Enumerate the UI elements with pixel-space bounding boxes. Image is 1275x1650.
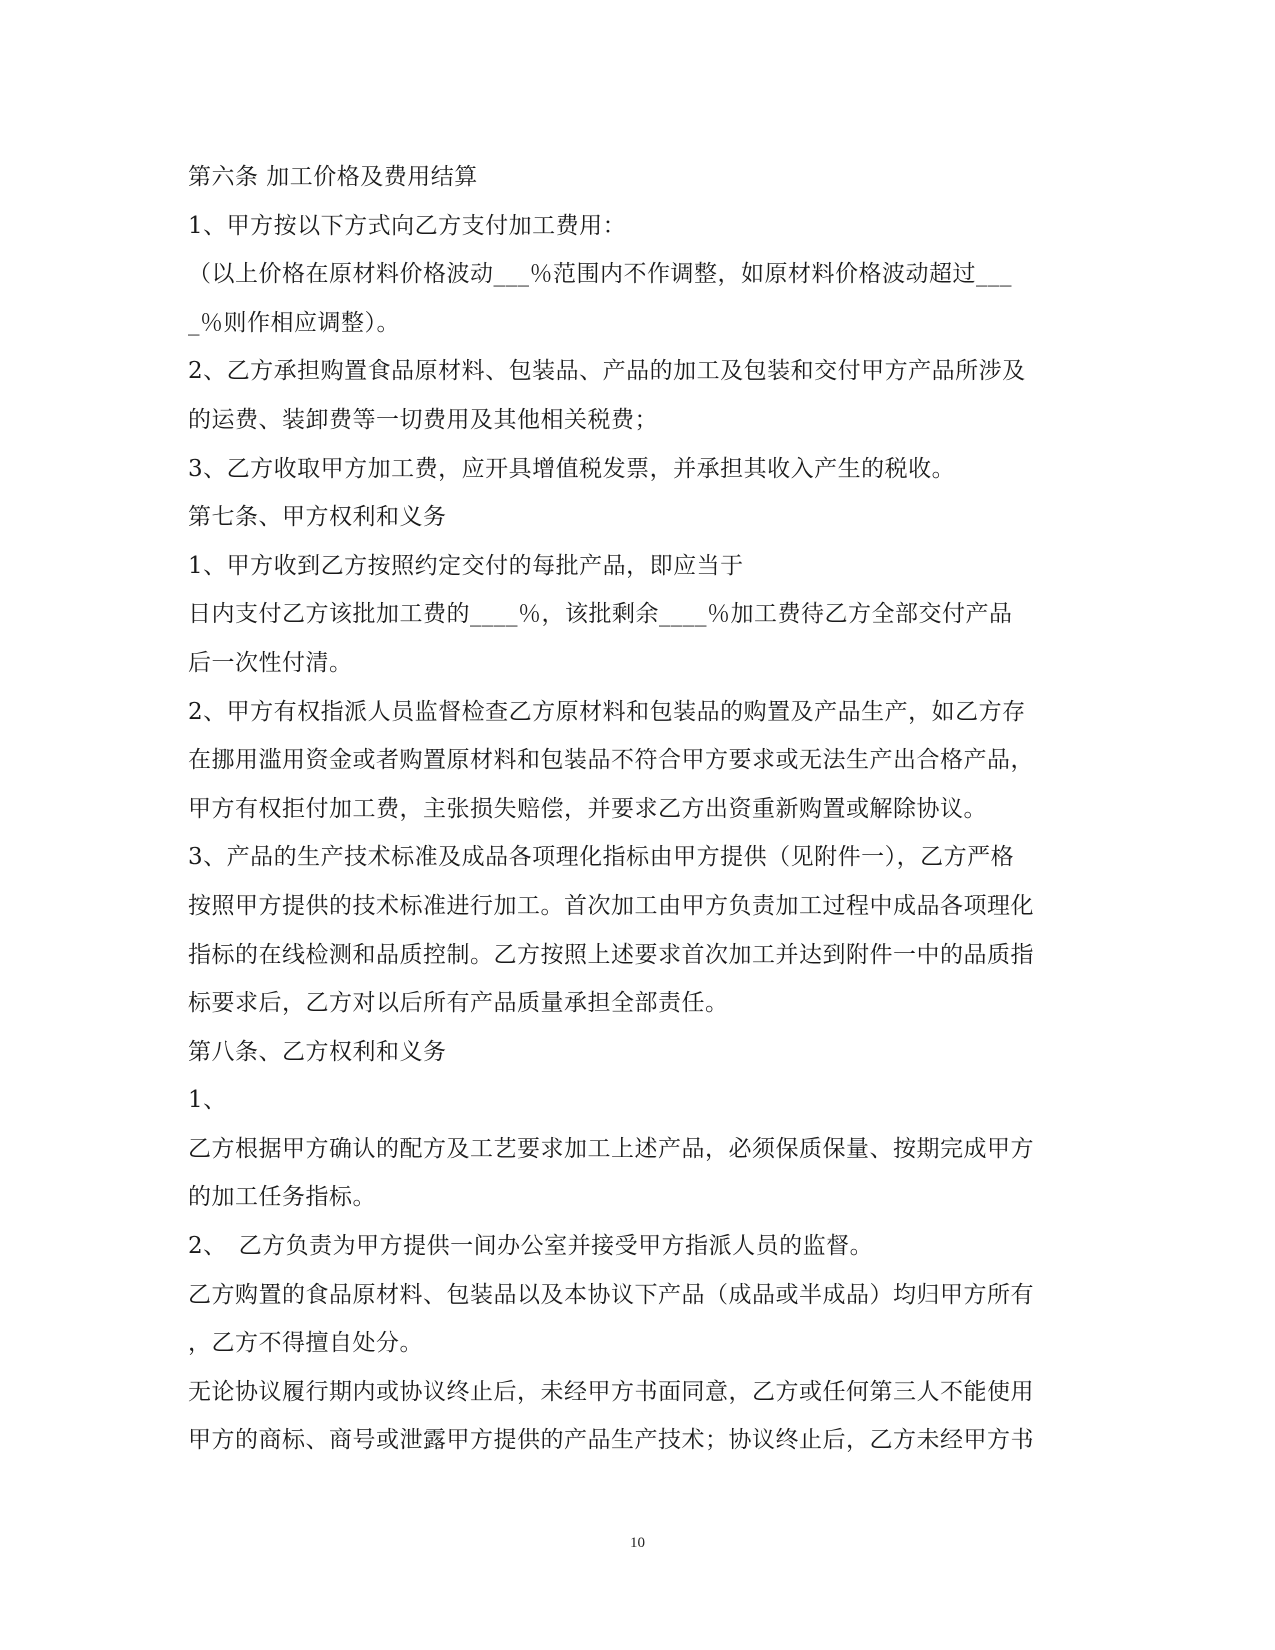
paragraph-line: 1、甲方收到乙方按照约定交付的每批产品，即应当于: [188, 552, 744, 579]
paragraph-line: ，乙方不得擅自处分。: [188, 1330, 423, 1357]
paragraph-line: （以上价格在原材料价格波动___％范围内不作调整，如原材料价格波动超过___: [188, 261, 1012, 288]
paragraph-line: 指标的在线检测和品质控制。乙方按照上述要求首次加工并达到附件一中的品质指: [188, 941, 1034, 968]
paragraph-line: 无论协议履行期内或协议终止后，未经甲方书面同意，乙方或任何第三人不能使用: [188, 1378, 1034, 1405]
paragraph-line: 后一次性付清。: [188, 649, 353, 676]
paragraph-line: 2、乙方承担购置食品原材料、包装品、产品的加工及包装和交付甲方产品所涉及: [188, 358, 1026, 385]
paragraph-line: 乙方购置的食品原材料、包装品以及本协议下产品（成品或半成品）均归甲方所有: [188, 1281, 1034, 1308]
paragraph-line: 3、产品的生产技术标准及成品各项理化指标由甲方提供（见附件一），乙方严格: [188, 844, 1015, 871]
paragraph-line: 乙方根据甲方确认的配方及工艺要求加工上述产品，必须保质保量、按期完成甲方: [188, 1135, 1034, 1162]
paragraph-line: 甲方有权拒付加工费，主张损失赔偿，并要求乙方出资重新购置或解除协议。: [188, 795, 987, 822]
page-number: 10: [630, 1535, 645, 1551]
paragraph-line: 1、: [188, 1087, 227, 1114]
paragraph-line: 标要求后，乙方对以后所有产品质量承担全部责任。: [188, 990, 729, 1017]
paragraph-line: 2、甲方有权指派人员监督检查乙方原材料和包装品的购置及产品生产，如乙方存: [188, 698, 1026, 725]
paragraph-line: 的运费、装卸费等一切费用及其他相关税费；: [188, 406, 658, 433]
section-heading-8: 第八条、乙方权利和义务: [188, 1038, 447, 1065]
section-heading-7: 第七条、甲方权利和义务: [188, 504, 447, 531]
paragraph-line: 甲方的商标、商号或泄露甲方提供的产品生产技术；协议终止后，乙方未经甲方书: [188, 1427, 1034, 1454]
document-body: [188, 153, 1088, 1465]
paragraph-line: 的加工任务指标。: [188, 1184, 376, 1211]
paragraph-line: 在挪用滥用资金或者购置原材料和包装品不符合甲方要求或无法生产出合格产品，: [188, 747, 1034, 774]
paragraph-line: 按照甲方提供的技术标准进行加工。首次加工由甲方负责加工过程中成品各项理化: [188, 892, 1034, 919]
paragraph-line: 1、甲方按以下方式向乙方支付加工费用：: [188, 212, 627, 239]
paragraph-line: 日内支付乙方该批加工费的____％，该批剩余____％加工费待乙方全部交付产品: [188, 601, 1013, 628]
paragraph-line: 2、 乙方负责为甲方提供一间办公室并接受甲方指派人员的监督。: [188, 1233, 874, 1260]
paragraph-line: 3、乙方收取甲方加工费，应开具增值税发票，并承担其收入产生的税收。: [188, 455, 956, 482]
paragraph-line: _％则作相应调整）。: [188, 309, 400, 336]
section-heading-6: 第六条 加工价格及费用结算: [188, 164, 478, 190]
